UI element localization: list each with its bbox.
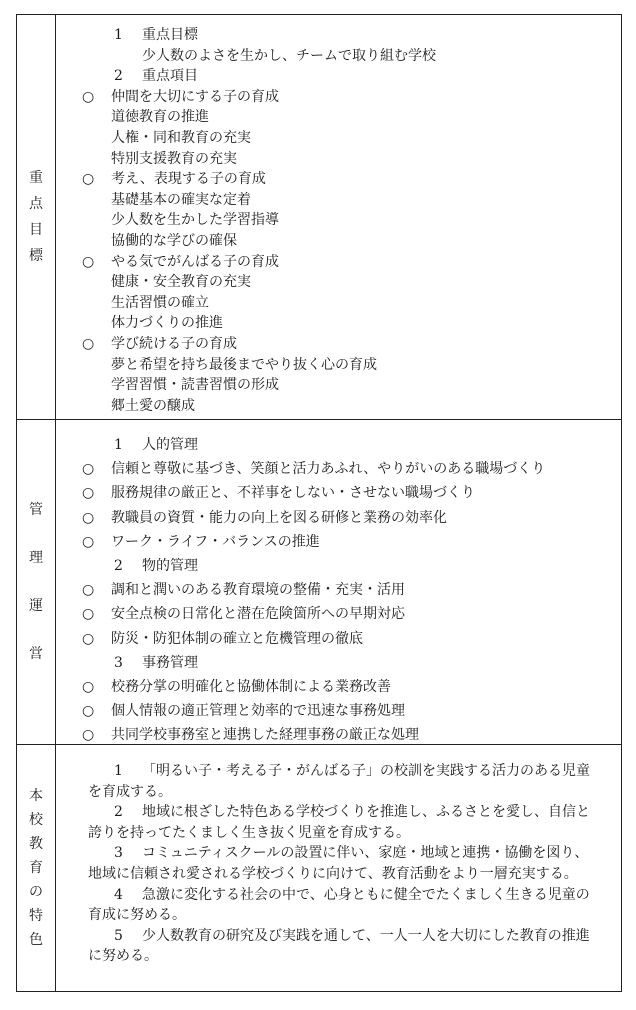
- section-label-char: 教: [29, 836, 43, 852]
- line-text: 育成に努める。: [88, 907, 186, 924]
- text-line: [82, 171, 266, 187]
- line-text: 個人情報の適正管理と効率的で迅速な事務処理: [111, 703, 405, 720]
- item-number: 4: [114, 886, 123, 903]
- section-label-char: 点: [29, 196, 43, 212]
- text-line: [111, 295, 209, 311]
- bullet-circle: ○: [82, 703, 95, 720]
- text-line: [114, 928, 590, 944]
- bullet-circle: ○: [82, 582, 95, 599]
- item-number: 2: [114, 804, 123, 821]
- line-text: 夢と希望を持ち最後までやり抜く心の育成: [111, 356, 377, 373]
- text-line: [111, 130, 251, 146]
- line-text: 少人数教育の研究及び実践を通して、一人一人を大切にした教育の推進: [142, 927, 590, 944]
- text-line: [82, 485, 475, 501]
- section-label-char: の: [29, 884, 43, 900]
- section-label-cell: [17, 745, 56, 992]
- line-text: コミュニティスクールの設置に伴い、家庭・地域と連携・協働を図り、: [142, 845, 589, 862]
- section-label-char: 本: [29, 788, 43, 804]
- line-text: 信頼と尊敬に基づき、笑顔と活力あふれ、やりがいのある職場づくり: [111, 461, 546, 478]
- bullet-circle: ○: [82, 630, 95, 647]
- line-text: に努める。: [88, 948, 158, 965]
- section-label-cell: [17, 15, 56, 420]
- text-line: [114, 655, 198, 671]
- section-label: [29, 784, 43, 952]
- bullet-circle: ○: [82, 88, 95, 105]
- section-school-features: [17, 745, 622, 992]
- section-label-char: 理: [29, 550, 43, 566]
- line-text: 急激に変化する社会の中で、心身ともに健全でたくましく生きる児童の: [142, 886, 590, 903]
- section-label-char: 運: [29, 598, 43, 614]
- text-line: [111, 315, 223, 331]
- section-content-cell: [56, 420, 622, 745]
- text-line: [114, 558, 198, 574]
- item-number: 2: [114, 558, 123, 574]
- line-text: 校務分掌の明確化と協働体制による業務改善: [111, 679, 391, 695]
- section-content-cell: [56, 15, 622, 420]
- text-line: [111, 357, 377, 373]
- text-line: [82, 461, 545, 477]
- line-text: 調和と潤いのある教育環境の整備・充実・活用: [111, 582, 405, 599]
- item-number: 1: [114, 437, 123, 453]
- text-line: [82, 254, 279, 270]
- text-line: [111, 151, 237, 167]
- line-text: 仲間を大切にする子の育成: [111, 88, 279, 105]
- line-text: 考え、表現する子の育成: [111, 171, 266, 188]
- text-line: [114, 763, 590, 779]
- line-text: 体力づくりの推進: [111, 315, 223, 332]
- section-label-cell: [17, 420, 56, 745]
- text-line: [82, 336, 237, 352]
- line-text: 特別支援教育の充実: [111, 150, 237, 167]
- section-management: [17, 420, 622, 745]
- line-text: 教職員の資質・能力の向上を図る研修と業務の効率化: [111, 509, 447, 526]
- line-text: 服務規律の厳正と、不祥事をしない・させない職場づくり: [111, 485, 475, 502]
- line-text: 地域に根ざした特色ある学校づくりを推進し、ふるさとを愛し、自信と: [142, 804, 590, 821]
- item-number: 2: [114, 68, 123, 85]
- line-text: 事務管理: [142, 654, 198, 671]
- line-text: 生活習慣の確立: [111, 294, 209, 311]
- section-label-char: 目: [29, 222, 43, 238]
- text-line: [111, 233, 237, 249]
- text-line: [82, 510, 447, 526]
- line-text: 重点目標: [142, 27, 198, 43]
- section-label-char: 営: [29, 646, 43, 662]
- section-label-char: 色: [29, 932, 43, 948]
- section-label-char: 標: [29, 248, 43, 264]
- bullet-circle: ○: [82, 336, 95, 352]
- bullet-circle: ○: [82, 606, 95, 623]
- item-number: 3: [114, 654, 123, 671]
- text-line: [82, 703, 405, 719]
- line-text: 共同学校事務室と連携した経理事務の厳正な処理: [111, 727, 419, 744]
- bullet-circle: ○: [82, 485, 95, 502]
- text-line: [82, 534, 320, 550]
- bullet-circle: ○: [82, 679, 95, 695]
- text-line: [88, 866, 578, 882]
- line-text: 学び続ける子の育成: [111, 336, 237, 352]
- line-text: ワーク・ライフ・バランスの推進: [111, 533, 320, 550]
- line-text: 人的管理: [142, 437, 198, 453]
- line-text: 安全点検の日常化と潜在危険箇所への早期対応: [111, 606, 405, 623]
- text-line: [82, 582, 405, 598]
- text-line: [88, 825, 410, 841]
- line-text: 学習習慣・読書習慣の形成: [111, 377, 279, 394]
- text-line: [111, 212, 279, 228]
- section-label-char: 育: [29, 860, 43, 876]
- text-line: [114, 27, 198, 43]
- text-line: [111, 274, 251, 290]
- section-focus-goals: [17, 15, 622, 420]
- line-text: 「明るい子・考える子・がんばる子」の校訓を実践する活力のある児童: [142, 763, 590, 779]
- line-text: 郷土愛の醸成: [111, 397, 195, 414]
- section-label-char: 管: [29, 502, 43, 518]
- bullet-circle: ○: [82, 727, 95, 744]
- bullet-circle: ○: [82, 171, 95, 188]
- line-text: 道徳教育の推進: [111, 109, 209, 126]
- text-line: [82, 679, 391, 695]
- line-text: 健康・安全教育の充実: [111, 274, 251, 291]
- bullet-circle: ○: [82, 509, 95, 526]
- text-line: [114, 68, 198, 84]
- text-line: [82, 727, 419, 743]
- text-line: [82, 631, 363, 647]
- line-text: 重点項目: [142, 68, 198, 85]
- text-line: [88, 907, 186, 923]
- line-text: を育成する。: [88, 783, 172, 800]
- line-text: 少人数を生かした学習指導: [111, 212, 279, 229]
- text-line: [82, 89, 279, 105]
- text-line: [114, 437, 198, 453]
- item-number: 3: [114, 845, 123, 862]
- line-text: やる気でがんばる子の育成: [111, 253, 279, 270]
- bullet-circle: ○: [82, 461, 95, 478]
- line-text: 少人数のよさを生かし、チームで取り組む学校: [142, 47, 436, 64]
- section-content-cell: [56, 745, 622, 992]
- section-label: [29, 165, 43, 269]
- item-number: 1: [114, 763, 123, 779]
- bullet-circle: ○: [82, 253, 95, 270]
- text-line: [111, 398, 195, 414]
- text-line: [142, 48, 436, 64]
- section-label-char: 校: [29, 812, 43, 828]
- section-label-char: 特: [29, 908, 43, 924]
- text-line: [82, 606, 405, 622]
- text-line: [111, 192, 251, 208]
- line-text: 物的管理: [142, 558, 198, 574]
- text-line: [114, 804, 590, 820]
- item-number: 1: [114, 27, 123, 43]
- text-line: [88, 784, 172, 800]
- text-line: [111, 377, 279, 393]
- line-text: 地域に信頼され愛される学校づくりに向けて、教育活動をより一層充実する。: [88, 866, 578, 882]
- text-line: [88, 948, 158, 964]
- line-text: 協働的な学びの確保: [111, 233, 237, 249]
- item-number: 5: [114, 927, 123, 944]
- line-text: 人権・同和教育の充実: [111, 130, 251, 146]
- section-label: [29, 486, 43, 678]
- bullet-circle: ○: [82, 533, 95, 550]
- text-line: [114, 887, 590, 903]
- school-plan-table: [16, 14, 622, 992]
- text-line: [114, 845, 588, 861]
- section-label-char: 重: [29, 170, 43, 186]
- text-line: [111, 109, 209, 125]
- line-text: 誇りを持ってたくましく生き抜く児童を育成する。: [88, 824, 410, 841]
- line-text: 基礎基本の確実な定着: [111, 191, 251, 208]
- line-text: 防災・防犯体制の確立と危機管理の徹底: [111, 630, 363, 647]
